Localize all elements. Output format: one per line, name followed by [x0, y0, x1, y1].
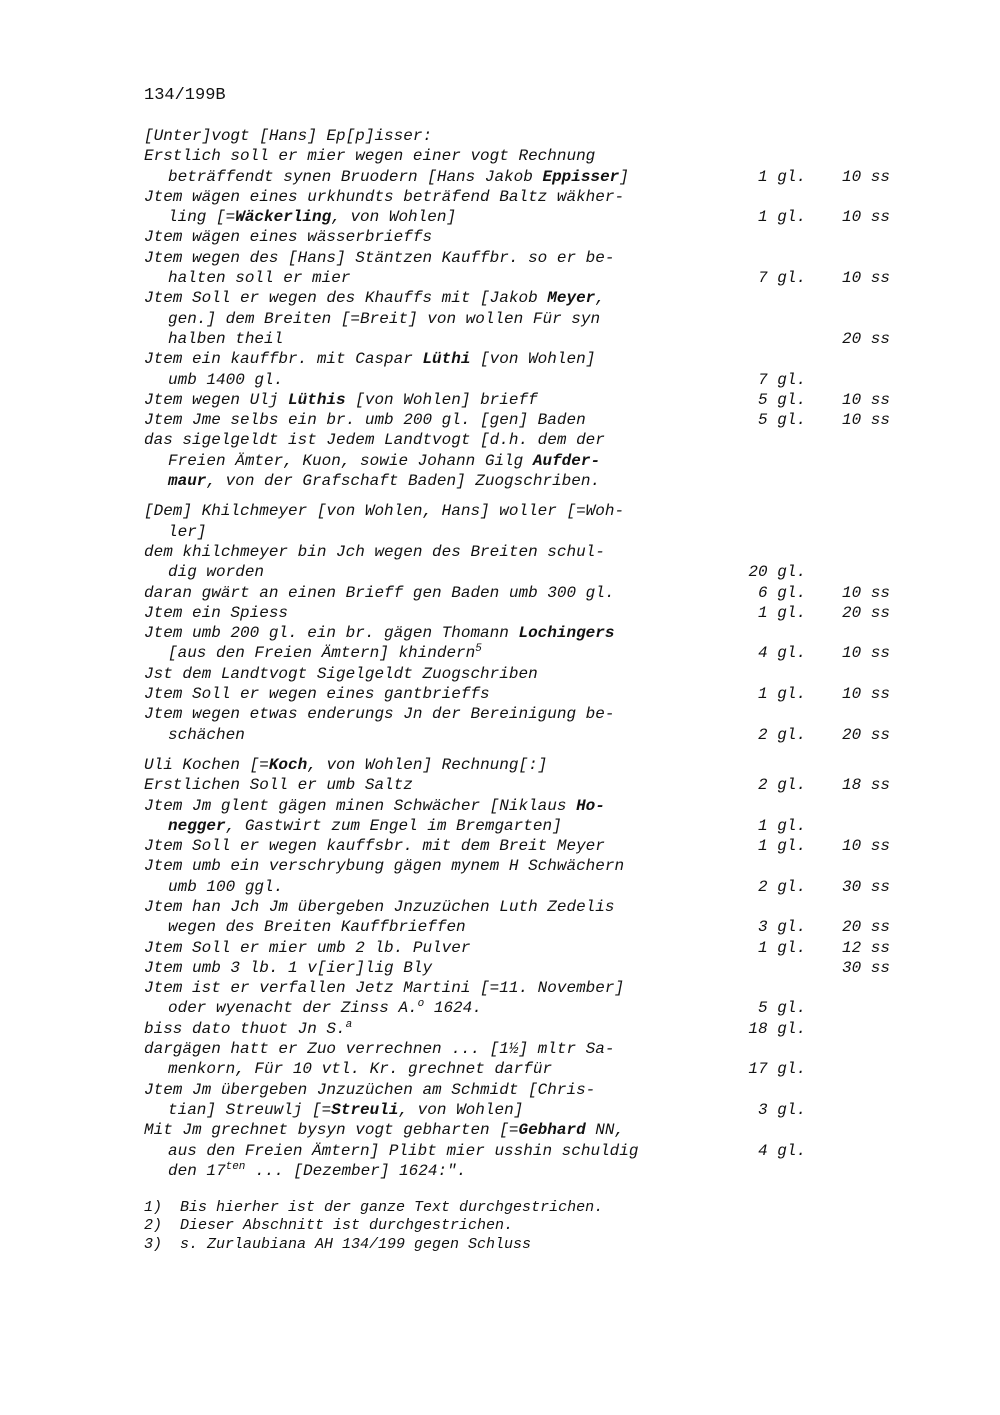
text-segment: Jst dem Landtvogt Sigelgeldt Zuogschriben	[144, 664, 538, 683]
ledger-line	[144, 1059, 904, 1079]
bold-name: Wäckerling	[235, 208, 332, 227]
section-gap	[144, 491, 904, 501]
line-text	[168, 522, 206, 542]
text-segment: beträffendt synen Bruodern [Hans Jakob	[168, 167, 543, 186]
text-segment: Jtem Soll er mier umb 2 lb. Pulver	[144, 938, 471, 957]
line-text	[144, 410, 586, 430]
ledger-line	[144, 755, 904, 775]
ledger-line	[144, 1039, 904, 1059]
line-text	[144, 623, 614, 643]
line-text	[168, 268, 350, 288]
line-text	[168, 562, 264, 582]
line-text	[144, 1217, 513, 1235]
amount-gulden: 18 gl.	[748, 1019, 806, 1038]
amount-gulden: 4 gl.	[757, 1141, 806, 1160]
text-segment: [aus den Freien Ämtern] khindern	[168, 644, 476, 663]
line-text	[144, 978, 624, 998]
amount-gulden: 5 gl.	[757, 999, 806, 1018]
amount-gulden: 1 gl.	[757, 938, 806, 957]
bold-name: Ho-	[576, 796, 605, 815]
section-gap	[144, 745, 904, 755]
ledger-line	[144, 897, 904, 917]
amount-gulden: 1 gl.	[757, 208, 806, 227]
ledger-line	[144, 248, 904, 268]
line-text	[144, 836, 605, 856]
text-segment: , von der Grafschaft Baden] Zuogschriben.	[206, 472, 601, 491]
line-text	[144, 856, 624, 876]
text-segment: oder wyenacht der Zinss A.	[168, 999, 418, 1018]
amount-schilling: 20 ss	[841, 725, 890, 744]
text-segment: aus den Freien Ämtern] Plibt mier usshin schuldig	[168, 1141, 639, 1160]
ledger-line	[144, 451, 904, 471]
amount-gulden: 1 gl.	[757, 685, 806, 704]
bold-name: negger	[168, 816, 226, 835]
ledger-line	[144, 471, 904, 491]
text-segment: ]	[619, 167, 629, 186]
text-segment: ler]	[168, 522, 207, 541]
amount-schilling: 20 ss	[841, 603, 890, 622]
ledger-entries	[144, 126, 904, 1254]
text-segment: Freien Ämter, Kuon, sowie Johann Gilg	[168, 451, 533, 470]
text-segment: Jtem umb ein verschrybung gägen mynem H Schwächern	[144, 857, 625, 876]
line-text	[144, 1199, 603, 1217]
line-text	[144, 897, 614, 917]
superscript: ten	[225, 1160, 246, 1173]
ledger-line	[144, 775, 904, 795]
line-text	[144, 1120, 624, 1140]
ledger-line	[144, 349, 904, 369]
bold-name: Aufder-	[532, 451, 601, 470]
line-text	[144, 430, 605, 450]
amount-gulden: 1 gl.	[757, 837, 806, 856]
bold-name: Meyer	[547, 289, 596, 308]
line-text	[144, 938, 470, 958]
amount-schilling: 10 ss	[841, 411, 890, 430]
ledger-line	[144, 207, 904, 227]
line-text	[144, 583, 614, 603]
line-text	[144, 126, 432, 146]
text-segment: , Gastwirt zum Engel im Bremgarten]	[225, 816, 562, 835]
ledger-line	[144, 370, 904, 390]
text-segment: Jtem umb 200 gl. ein br. gägen Thomann	[144, 624, 519, 643]
ledger-line	[144, 704, 904, 724]
amount-schilling: 30 ss	[841, 958, 890, 977]
ledger-line	[144, 583, 904, 603]
amount-schilling: 10 ss	[841, 685, 890, 704]
text-segment: Jtem Jme selbs ein br. umb 200 gl. [gen] Baden	[144, 411, 586, 430]
text-segment: Mit Jm grechnet bysyn vogt gebharten [=	[144, 1121, 519, 1140]
amount-schilling: 10 ss	[841, 583, 890, 602]
footnote-line	[144, 1199, 904, 1217]
text-segment: 3) s. Zurlaubiana AH 134/199 gegen Schluss	[144, 1235, 532, 1253]
ledger-line	[144, 938, 904, 958]
amount-gulden: 5 gl.	[757, 411, 806, 430]
text-segment: [Unter]vogt [Hans] Ep[p]isser:	[144, 127, 433, 145]
bold-name: Lüthis	[288, 390, 346, 409]
footnote-line	[144, 1217, 904, 1235]
ledger-line	[144, 390, 904, 410]
text-segment: , von Wohlen] Rechnung[:]	[307, 755, 548, 774]
text-segment: , von Wohlen]	[398, 1100, 524, 1119]
ledger-line	[144, 603, 904, 623]
line-text	[144, 1039, 614, 1059]
line-text	[144, 958, 432, 978]
text-segment: Erstlichen Soll er umb Saltz	[144, 776, 413, 795]
text-segment: ling [=	[168, 208, 236, 227]
text-segment: ,	[595, 289, 605, 308]
ledger-line	[144, 877, 904, 897]
amount-gulden: 6 gl.	[757, 583, 806, 602]
text-segment: Jtem wegen Ulj	[144, 390, 289, 409]
text-segment: den 17	[168, 1161, 226, 1180]
ledger-line	[144, 187, 904, 207]
ledger-line	[144, 1120, 904, 1140]
ledger-line	[144, 268, 904, 288]
text-segment: Jtem Soll er wegen eines gantbrieffs	[144, 685, 490, 704]
bold-name: Gebhard	[518, 1121, 586, 1140]
line-text	[168, 370, 283, 390]
text-segment: gen.] dem Breiten [=Breit] von wollen Für syn	[168, 309, 601, 328]
line-text	[144, 755, 547, 775]
ledger-line	[144, 796, 904, 816]
text-segment: Jtem Soll er wegen des Khauffs mit [Jakob	[144, 289, 548, 308]
text-segment: Erstlich soll er mier wegen einer vogt Rechnung	[144, 147, 596, 166]
text-segment: Jtem Jm glent gägen minen Schwächer [Niklaus	[144, 796, 577, 815]
line-text	[168, 471, 600, 491]
text-segment: [von Wohlen] brieff	[345, 390, 538, 409]
line-text	[144, 603, 288, 623]
text-segment: halben theil	[168, 329, 284, 348]
superscript: o	[417, 998, 425, 1011]
ledger-line	[144, 684, 904, 704]
ledger-line	[144, 917, 904, 937]
amount-gulden: 1 gl.	[757, 603, 806, 622]
text-segment: umb 1400 gl.	[168, 370, 284, 389]
text-segment: NN,	[585, 1121, 625, 1140]
text-segment: biss dato thuot Jn S.	[144, 1019, 346, 1038]
ledger-line	[144, 227, 904, 247]
text-segment: wegen des Breiten Kauffbrieffen	[168, 918, 466, 937]
text-segment: dig worden	[168, 563, 265, 582]
footnote-line	[144, 1236, 904, 1254]
line-text	[168, 329, 283, 349]
superscript: a	[345, 1018, 353, 1031]
ledger-line	[144, 410, 904, 430]
text-segment: daran gwärt an einen Brieff gen Baden umb 300 gl.	[144, 583, 615, 602]
line-text	[144, 501, 624, 521]
amount-schilling: 12 ss	[841, 938, 890, 957]
amount-schilling: 20 ss	[841, 918, 890, 937]
amount-gulden: 2 gl.	[757, 877, 806, 896]
ledger-line	[144, 725, 904, 745]
line-text	[168, 917, 466, 937]
text-segment: menkorn, Für 10 vtl. Kr. grechnet darfür	[168, 1060, 553, 1079]
amount-schilling: 10 ss	[841, 390, 890, 409]
line-text	[168, 207, 456, 227]
text-segment: Uli Kochen [=	[144, 755, 269, 774]
ledger-line	[144, 664, 904, 684]
text-segment: 1) Bis hierher ist der ganze Text durchgestrichen.	[144, 1199, 604, 1217]
text-segment: Jtem ein kauffbr. mit Caspar	[144, 350, 423, 369]
line-text	[168, 725, 245, 745]
line-text	[168, 1141, 638, 1161]
line-text	[144, 664, 538, 684]
ledger-line	[144, 430, 904, 450]
line-text	[168, 998, 482, 1018]
bold-name: maur	[168, 472, 207, 491]
ledger-line	[144, 501, 904, 521]
line-text	[144, 146, 595, 166]
ledger-line	[144, 542, 904, 562]
text-segment: Jtem Jm übergeben Jnzuzüchen am Schmidt [Chris-	[144, 1080, 596, 1099]
line-text	[168, 877, 283, 897]
bold-name: Eppisser	[542, 167, 620, 186]
text-segment: Jtem wägen eines urkhundts beträfend Baltz wäkher-	[144, 187, 625, 206]
ledger-line	[144, 958, 904, 978]
amount-schilling: 10 ss	[841, 837, 890, 856]
text-segment: [von Wohlen]	[470, 350, 596, 369]
ledger-line	[144, 126, 904, 146]
text-segment: das sigelgeldt ist Jedem Landtvogt [d.h. dem der	[144, 431, 605, 450]
amount-gulden: 7 gl.	[757, 269, 806, 288]
amount-gulden: 7 gl.	[757, 370, 806, 389]
amount-gulden: 2 gl.	[757, 725, 806, 744]
bold-name: Streuli	[331, 1100, 399, 1119]
amount-gulden: 3 gl.	[757, 1100, 806, 1119]
ledger-line	[144, 978, 904, 998]
amount-gulden: 1 gl.	[757, 816, 806, 835]
line-text	[168, 1161, 466, 1181]
amount-schilling: 10 ss	[841, 167, 890, 186]
amount-schilling: 30 ss	[841, 877, 890, 896]
ledger-line	[144, 562, 904, 582]
line-text	[168, 1059, 552, 1079]
line-text	[144, 288, 605, 308]
text-segment: dem khilchmeyer bin Jch wegen des Breiten schul-	[144, 542, 605, 561]
text-segment: schächen	[168, 725, 245, 744]
section-gap	[144, 1181, 904, 1199]
text-segment: [Dem] Khilchmeyer [von Wohlen, Hans] woller [=Woh-	[144, 502, 625, 521]
ledger-line	[144, 522, 904, 542]
text-segment: Jtem wegen etwas enderungs Jn der Bereinigung be-	[144, 705, 615, 724]
amount-schilling: 10 ss	[841, 269, 890, 288]
line-text	[144, 248, 614, 268]
ledger-line	[144, 643, 904, 663]
text-segment: ... [Dezember] 1624:".	[245, 1161, 467, 1180]
line-text	[144, 796, 605, 816]
bold-name: Lochingers	[518, 624, 615, 643]
ledger-line	[144, 998, 904, 1018]
text-segment: Jtem ein Spiess	[144, 603, 289, 622]
amount-schilling: 10 ss	[841, 644, 890, 663]
line-text	[144, 542, 605, 562]
line-text	[168, 816, 562, 836]
text-segment: Jtem wägen eines wässerbrieffs	[144, 228, 433, 247]
page-header: 134/199B	[144, 86, 226, 105]
line-text	[144, 187, 624, 207]
text-segment: umb 100 ggl.	[168, 877, 284, 896]
document-page	[144, 86, 904, 1254]
line-text	[168, 643, 482, 663]
text-segment: , von Wohlen]	[331, 208, 457, 227]
text-segment: Jtem ist er verfallen Jetz Martini [=11. November]	[144, 979, 625, 998]
ledger-line	[144, 836, 904, 856]
text-segment: tian] Streuwlj [=	[168, 1100, 332, 1119]
ledger-line	[144, 856, 904, 876]
ledger-line	[144, 288, 904, 308]
bold-name: Lüthi	[422, 350, 471, 369]
ledger-line	[144, 623, 904, 643]
text-segment: 1624.	[424, 999, 482, 1018]
amount-gulden: 5 gl.	[757, 390, 806, 409]
ledger-line	[144, 167, 904, 187]
text-segment: halten soll er mier	[168, 269, 351, 288]
line-text	[144, 1080, 595, 1100]
line-text	[168, 451, 600, 471]
ledger-line	[144, 816, 904, 836]
line-text	[144, 775, 413, 795]
ledger-line	[144, 1141, 904, 1161]
line-text	[144, 1019, 352, 1039]
line-text	[144, 227, 432, 247]
text-segment: Jtem umb 3 lb. 1 v[ier]lig Bly	[144, 958, 433, 977]
ledger-line	[144, 1019, 904, 1039]
amount-gulden: 2 gl.	[757, 776, 806, 795]
amount-schilling: 18 ss	[841, 776, 890, 795]
text-segment: Jtem wegen des [Hans] Stäntzen Kauffbr. so er be-	[144, 248, 615, 267]
bold-name: Koch	[268, 755, 308, 774]
line-text	[144, 1236, 531, 1254]
ledger-line	[144, 329, 904, 349]
line-text	[168, 309, 600, 329]
amount-gulden: 4 gl.	[757, 644, 806, 663]
line-text	[144, 704, 614, 724]
amount-gulden: 3 gl.	[757, 918, 806, 937]
amount-gulden: 1 gl.	[757, 167, 806, 186]
line-text	[144, 390, 538, 410]
ledger-line	[144, 146, 904, 166]
text-segment: Jtem han Jch Jm übergeben Jnzuzüchen Luth Zedelis	[144, 897, 615, 916]
ledger-line	[144, 1161, 904, 1181]
amount-gulden: 17 gl.	[748, 1060, 806, 1079]
text-segment: 2) Dieser Abschnitt ist durchgestrichen.	[144, 1217, 514, 1235]
text-segment: Jtem Soll er wegen kauffsbr. mit dem Breit Meyer	[144, 837, 605, 856]
ledger-line	[144, 309, 904, 329]
line-text	[168, 1100, 523, 1120]
ledger-line	[144, 1080, 904, 1100]
ledger-line	[144, 1100, 904, 1120]
superscript: 5	[475, 643, 482, 656]
line-text	[168, 167, 629, 187]
text-segment: dargägen hatt er Zuo verrechnen ... [1½] mltr Sa-	[144, 1040, 615, 1059]
amount-schilling: 10 ss	[841, 208, 890, 227]
line-text	[144, 349, 595, 369]
amount-schilling: 20 ss	[841, 329, 890, 348]
amount-gulden: 20 gl.	[748, 563, 806, 582]
line-text	[144, 684, 490, 704]
